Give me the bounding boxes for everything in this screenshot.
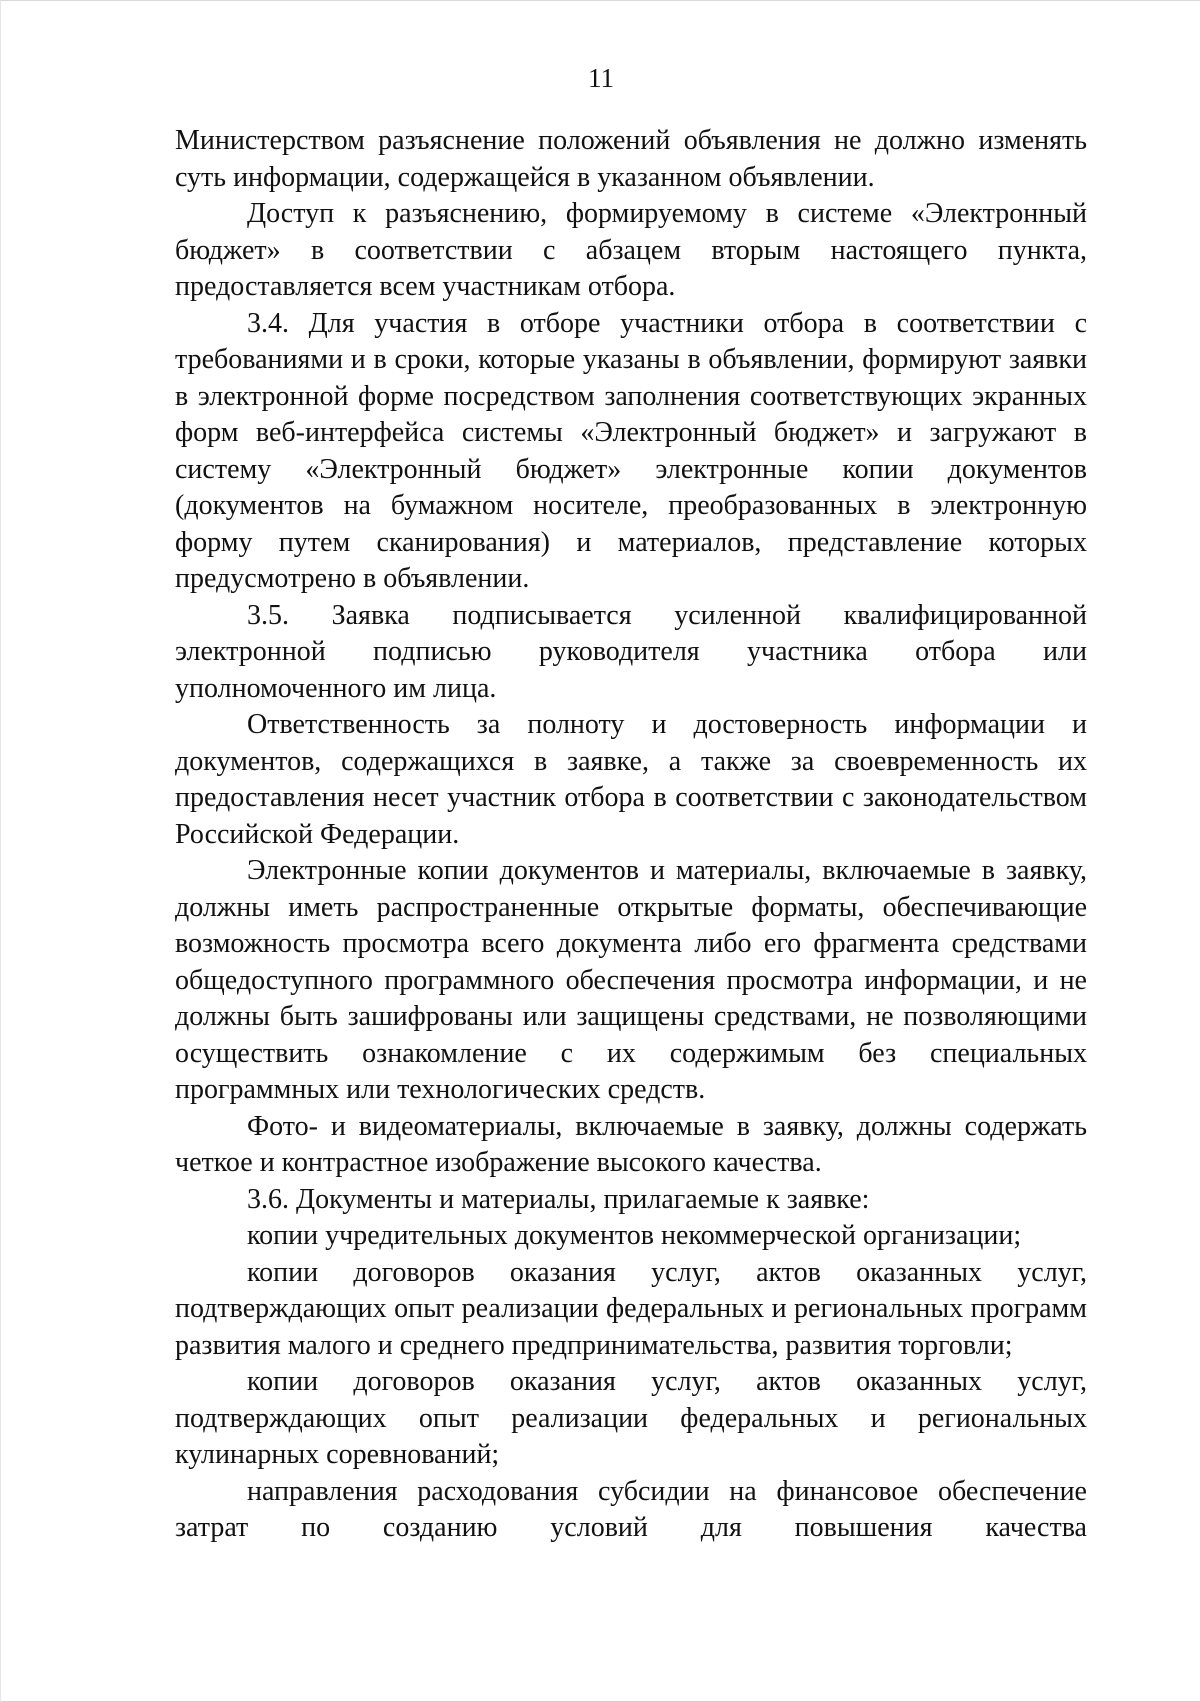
paragraph: Министерством разъяснение положений объявления не должно изменять суть информации, содержащейся в указанном объявлении. <box>175 125 1087 193</box>
page-number: 11 <box>588 63 614 93</box>
paragraph: копии договоров оказания услуг, актов оказанных услуг, подтверждающих опыт реализации федеральных и региональных кулинарных соревнований; <box>175 1366 1087 1470</box>
paragraph: Фото- и видеоматериалы, включаемые в заявку, должны содержать четкое и контрастное изображение высокого качества. <box>175 1110 1087 1178</box>
paragraph: копии учредительных документов некоммерческой организации; <box>247 1220 1022 1251</box>
paragraph: Электронные копии документов и материалы, включаемые в заявку, должны иметь распространенные открытые форматы, обеспечивающие возможность просмотра всего документа либо его фрагмента средствами общедоступного программного обеспечения просмотра информации, и не должны быть зашифрованы или защищены средствами, не позволяющими осуществить ознакомление с их содержимым без специальных программных или технологических средств. <box>175 855 1087 1105</box>
paragraph: 3.6. Документы и материалы, прилагаемые к заявке: <box>247 1183 870 1215</box>
paragraph: направления расходования субсидии на финансовое обеспечение затрат по созданию условий для повышения качества <box>175 1475 1087 1543</box>
paragraph: 3.5. Заявка подписывается усиленной квалифицированной электронной подписью руководителя участника отбора или уполномоченного им лица. <box>175 599 1087 704</box>
paragraph: копии договоров оказания услуг, актов оказанных услуг, подтверждающих опыт реализации федеральных и региональных программ развития малого и среднего предпринимательства, развития торговли; <box>175 1256 1087 1361</box>
paragraph: 3.4. Для участия в отборе участники отбора в соответствии с требованиями и в сроки, которые указаны в объявлении, формируют заявки в электронной форме посредством заполнения соответствующих экранных форм веб-интерфейса системы «Электронный бюджет» и загружают в систему «Электронный бюджет» электронные копии документов (документов на бумажном носителе, преобразованных в электронную форму путем сканирования) и материалов, представление которых предусмотрено в объявлении. <box>175 307 1087 594</box>
document-body <box>175 123 1087 1547</box>
paragraph: Доступ к разъяснению, формируемому в системе «Электронный бюджет» в соответствии с абзацем вторым настоящего пункта, предоставляется всем участникам отбора. <box>175 198 1087 302</box>
paragraph: Ответственность за полноту и достоверность информации и документов, содержащихся в заявке, а также за своевременность их предоставления несет участник отбора в соответствии с законодательством Российской Федерации. <box>175 709 1087 850</box>
